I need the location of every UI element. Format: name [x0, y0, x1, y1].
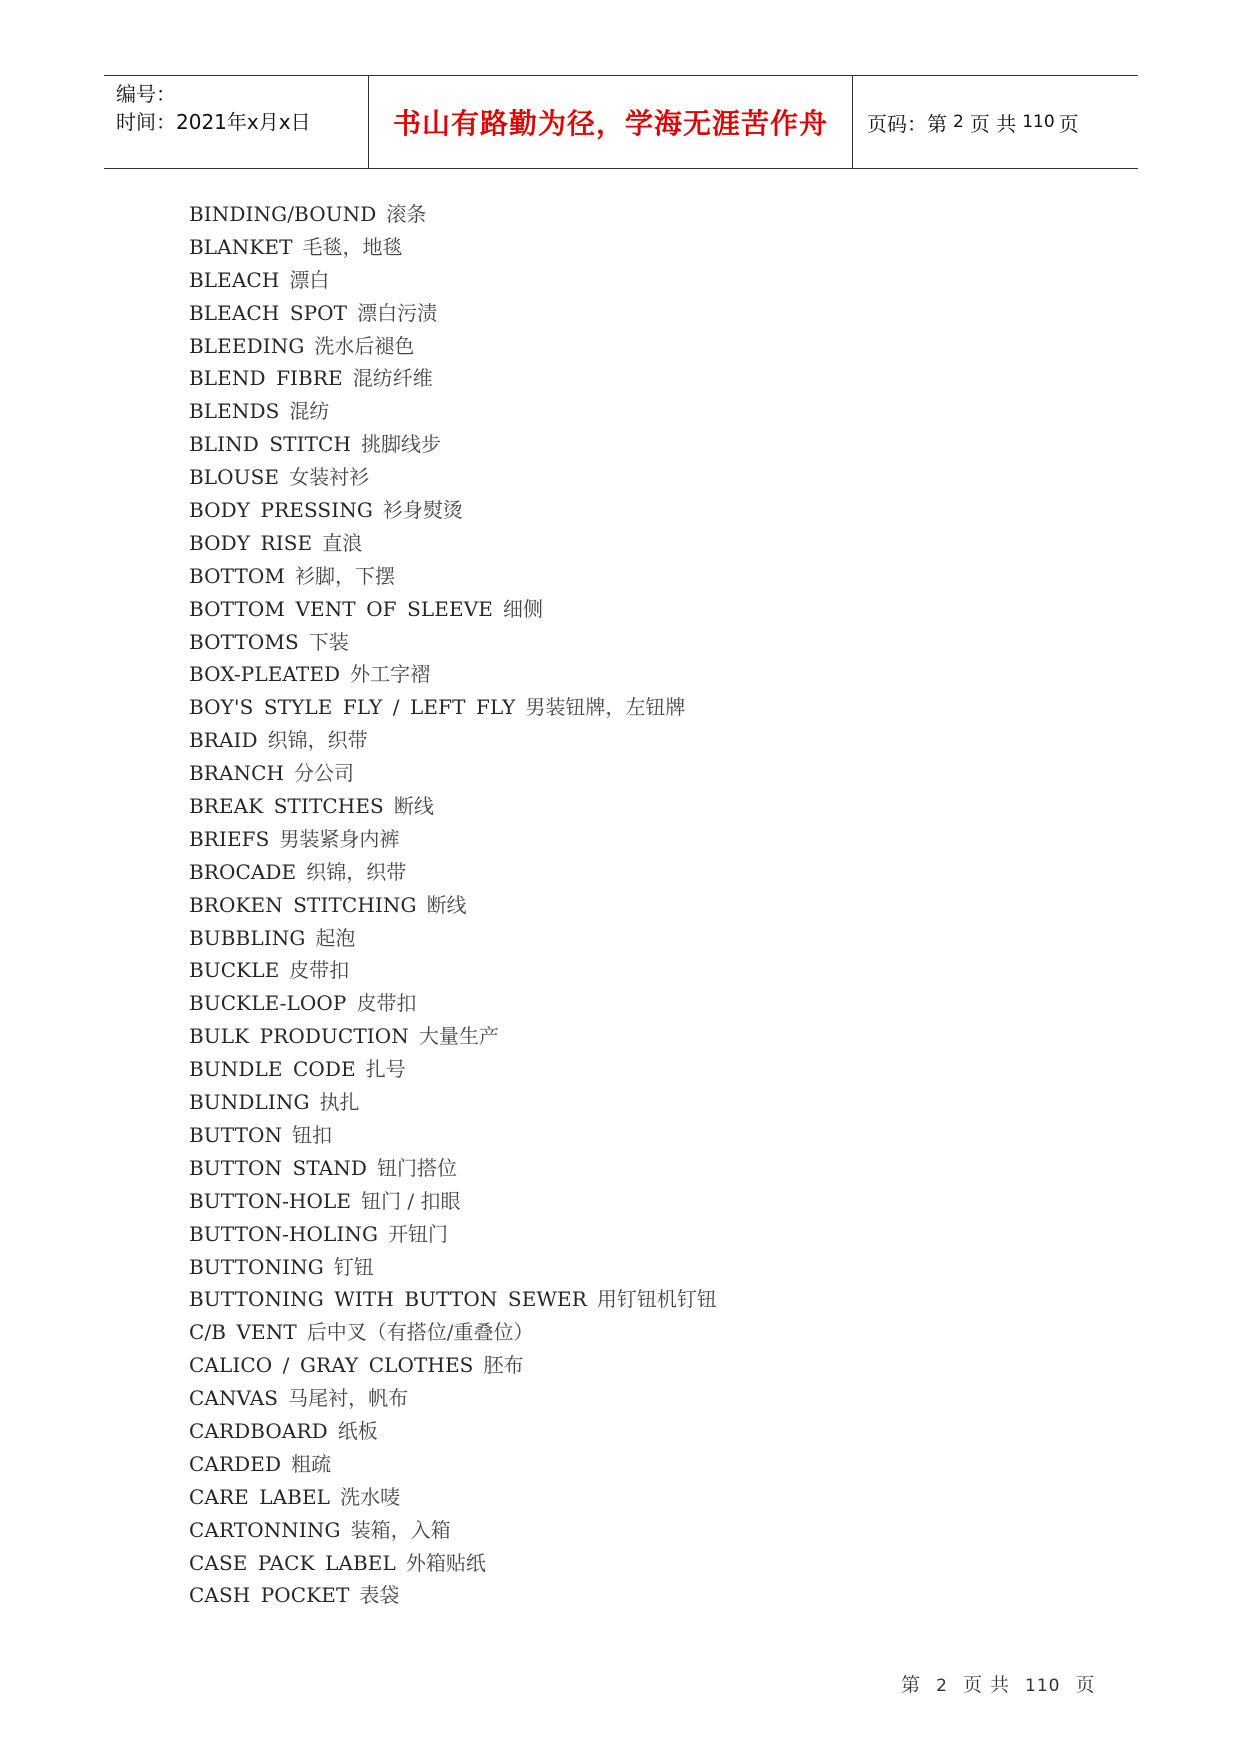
entry-english-term: CASE PACK LABEL — [189, 1550, 396, 1575]
glossary-entry — [189, 527, 717, 560]
glossary-entry — [189, 1481, 717, 1514]
glossary-entry — [189, 1251, 717, 1284]
glossary-entry — [189, 494, 717, 527]
entry-english-term: BLEACH SPOT — [189, 300, 348, 325]
entry-chinese-term: 钮扣 — [292, 1122, 333, 1147]
page-footer — [901, 1670, 1096, 1697]
entry-english-term: BLEACH — [189, 267, 280, 292]
entry-chinese-term: 执扎 — [319, 1090, 360, 1115]
entry-english-term: BROKEN STITCHING — [189, 892, 417, 917]
motto-text: 书山有路勤为径，学海无涯苦作舟 — [392, 107, 828, 140]
entry-english-term: CARE LABEL — [189, 1484, 331, 1509]
glossary-entry — [189, 1020, 717, 1053]
entry-chinese-term: 下装 — [308, 629, 349, 654]
entry-english-term: BLIND STITCH — [189, 432, 351, 457]
entry-english-term: BUCKLE — [189, 958, 280, 983]
entry-english-term: BUBBLING — [189, 925, 306, 950]
entry-english-term: BOTTOM VENT OF SLEEVE — [189, 596, 493, 621]
glossary-entry — [189, 922, 717, 955]
entry-english-term: BRIEFS — [189, 826, 270, 851]
entry-chinese-term: 混纺纤维 — [352, 366, 433, 391]
entry-chinese-term: 表袋 — [359, 1583, 400, 1608]
entry-english-term: BOX-PLEATED — [189, 662, 341, 687]
entry-chinese-term: 钉钮 — [333, 1254, 374, 1279]
entry-english-term: BODY RISE — [189, 530, 313, 555]
glossary-entry — [189, 626, 717, 659]
entry-english-term: BROCADE — [189, 859, 297, 884]
glossary-entry — [189, 724, 717, 757]
glossary-entry — [189, 330, 717, 363]
entry-chinese-term: 男装钮牌，左钮牌 — [525, 695, 686, 720]
glossary-entry — [189, 1382, 717, 1415]
entry-chinese-term: 洗水唛 — [340, 1484, 401, 1509]
entry-chinese-term: 漂白 — [289, 267, 330, 292]
entry-english-term: BLANKET — [189, 234, 293, 259]
entry-chinese-term: 用钉钮机钉钮 — [596, 1287, 717, 1312]
header-info-cell — [104, 76, 369, 168]
header-page-suffix: 页 — [1058, 111, 1079, 136]
page-header — [104, 75, 1138, 169]
entry-chinese-term: 断线 — [393, 794, 434, 819]
entry-english-term: BUTTON — [189, 1122, 283, 1147]
entry-chinese-term: 直浪 — [322, 530, 363, 555]
entry-english-term: BRAID — [189, 728, 258, 753]
header-page-prefix: 页码：第 — [867, 111, 947, 136]
entry-english-term: BUNDLING — [189, 1090, 310, 1115]
entry-chinese-term: 毛毯，地毯 — [302, 234, 403, 259]
entry-chinese-term: 装箱，入箱 — [350, 1517, 451, 1542]
glossary-entry — [189, 889, 717, 922]
entry-chinese-term: 扎号 — [365, 1057, 406, 1082]
glossary-entry — [189, 658, 717, 691]
entry-chinese-term: 钮门 / 扣眼 — [361, 1188, 461, 1213]
entry-chinese-term: 细侧 — [502, 596, 543, 621]
header-page-total: 110 — [1022, 112, 1055, 132]
entry-chinese-term: 织锦，织带 — [267, 728, 368, 753]
glossary-entry — [189, 264, 717, 297]
entry-english-term: CARDED — [189, 1451, 282, 1476]
entry-chinese-term: 大量生产 — [418, 1024, 499, 1049]
entry-english-term: BUTTON-HOLE — [189, 1188, 352, 1213]
glossary-entry — [189, 362, 717, 395]
entry-chinese-term: 皮带扣 — [356, 991, 417, 1016]
glossary-entry — [189, 1218, 717, 1251]
glossary-entry — [189, 560, 717, 593]
glossary-entry — [189, 1086, 717, 1119]
header-page-current: 2 — [953, 112, 964, 132]
entry-english-term: BUTTON-HOLING — [189, 1221, 379, 1246]
footer-page-total: 110 — [1025, 1676, 1061, 1696]
serial-number-label: 编号： — [116, 82, 176, 106]
glossary-entry — [189, 1119, 717, 1152]
entry-english-term: BLENDS — [189, 399, 280, 424]
entry-chinese-term: 开钮门 — [388, 1221, 449, 1246]
entry-english-term: BOY'S STYLE FLY / LEFT FLY — [189, 695, 516, 720]
entry-english-term: BLOUSE — [189, 465, 280, 490]
entry-english-term: BUNDLE CODE — [189, 1057, 356, 1082]
entry-english-term: BUCKLE-LOOP — [189, 991, 347, 1016]
entry-chinese-term: 皮带扣 — [289, 958, 350, 983]
entry-english-term: C/B VENT — [189, 1320, 297, 1345]
entry-chinese-term: 分公司 — [294, 761, 355, 786]
glossary-entry — [189, 1415, 717, 1448]
entry-english-term: BLEND FIBRE — [189, 366, 343, 391]
entry-english-term: CASH POCKET — [189, 1583, 350, 1608]
entry-english-term: BLEEDING — [189, 333, 305, 358]
entry-chinese-term: 外工字褶 — [350, 662, 431, 687]
header-page-middle: 页 共 — [969, 111, 1017, 136]
entry-chinese-term: 钮门搭位 — [376, 1155, 457, 1180]
glossary-entry — [189, 856, 717, 889]
glossary-entry — [189, 1283, 717, 1316]
glossary-entry — [189, 593, 717, 626]
entry-chinese-term: 纸板 — [337, 1418, 378, 1443]
entry-chinese-term: 外箱贴纸 — [405, 1550, 486, 1575]
glossary-list — [189, 198, 717, 1612]
entry-english-term: CARDBOARD — [189, 1418, 328, 1443]
glossary-entry — [189, 954, 717, 987]
glossary-entry — [189, 790, 717, 823]
entry-chinese-term: 衫脚，下摆 — [295, 563, 395, 588]
glossary-entry — [189, 1053, 717, 1086]
entry-chinese-term: 马尾衬，帆布 — [288, 1386, 409, 1411]
entry-english-term: CANVAS — [189, 1386, 279, 1411]
entry-chinese-term: 混纺 — [289, 399, 330, 424]
entry-english-term: BREAK STITCHES — [189, 794, 384, 819]
entry-chinese-term: 洗水后褪色 — [314, 333, 415, 358]
entry-english-term: BOTTOM — [189, 563, 285, 588]
footer-prefix: 第 — [901, 1674, 922, 1696]
entry-chinese-term: 断线 — [426, 892, 467, 917]
glossary-entry — [189, 1185, 717, 1218]
entry-chinese-term: 胚布 — [483, 1353, 524, 1378]
glossary-entry — [189, 395, 717, 428]
entry-chinese-term: 衫身熨烫 — [382, 498, 463, 523]
entry-english-term: BUTTONING — [189, 1254, 324, 1279]
glossary-entry — [189, 231, 717, 264]
entry-chinese-term: 后中叉（有搭位/重叠位） — [306, 1320, 534, 1345]
entry-english-term: BINDING/BOUND — [189, 202, 377, 226]
footer-suffix: 页 — [1075, 1674, 1096, 1696]
entry-english-term: BOTTOMS — [189, 629, 299, 654]
entry-chinese-term: 挑脚线步 — [361, 432, 441, 457]
entry-chinese-term: 男装紧身内裤 — [279, 826, 400, 851]
glossary-entry — [189, 1547, 717, 1580]
glossary-entry — [189, 691, 717, 724]
entry-chinese-term: 织锦，织带 — [306, 859, 407, 884]
glossary-entry — [189, 1579, 717, 1612]
entry-chinese-term: 滚条 — [386, 202, 427, 226]
entry-english-term: BODY PRESSING — [189, 498, 373, 523]
glossary-entry — [189, 757, 717, 790]
glossary-entry — [189, 1152, 717, 1185]
glossary-entry — [189, 428, 717, 461]
glossary-entry — [189, 1448, 717, 1481]
glossary-entry — [189, 461, 717, 494]
glossary-entry — [189, 823, 717, 856]
glossary-entry — [189, 1514, 717, 1547]
entry-chinese-term: 漂白污渍 — [357, 300, 438, 325]
entry-chinese-term: 女装衬衫 — [289, 465, 370, 490]
entry-english-term: CALICO / GRAY CLOTHES — [189, 1353, 474, 1378]
entry-english-term: CARTONNING — [189, 1517, 341, 1542]
footer-middle: 页 共 — [962, 1674, 1010, 1696]
entry-english-term: BUTTON STAND — [189, 1155, 367, 1180]
entry-english-term: BULK PRODUCTION — [189, 1024, 409, 1049]
glossary-entry — [189, 1316, 717, 1349]
header-motto-cell — [369, 76, 853, 168]
glossary-entry — [189, 198, 717, 231]
footer-page-current: 2 — [936, 1676, 948, 1696]
glossary-entry — [189, 987, 717, 1020]
entry-chinese-term: 起泡 — [315, 925, 356, 950]
glossary-entry — [189, 1349, 717, 1382]
glossary-entry — [189, 297, 717, 330]
entry-english-term: BUTTONING WITH BUTTON SEWER — [189, 1287, 587, 1312]
entry-english-term: BRANCH — [189, 761, 285, 786]
time-label: 时间：2021年x月x日 — [116, 110, 311, 134]
entry-chinese-term: 粗疏 — [291, 1451, 332, 1476]
header-page-cell — [853, 76, 1138, 168]
